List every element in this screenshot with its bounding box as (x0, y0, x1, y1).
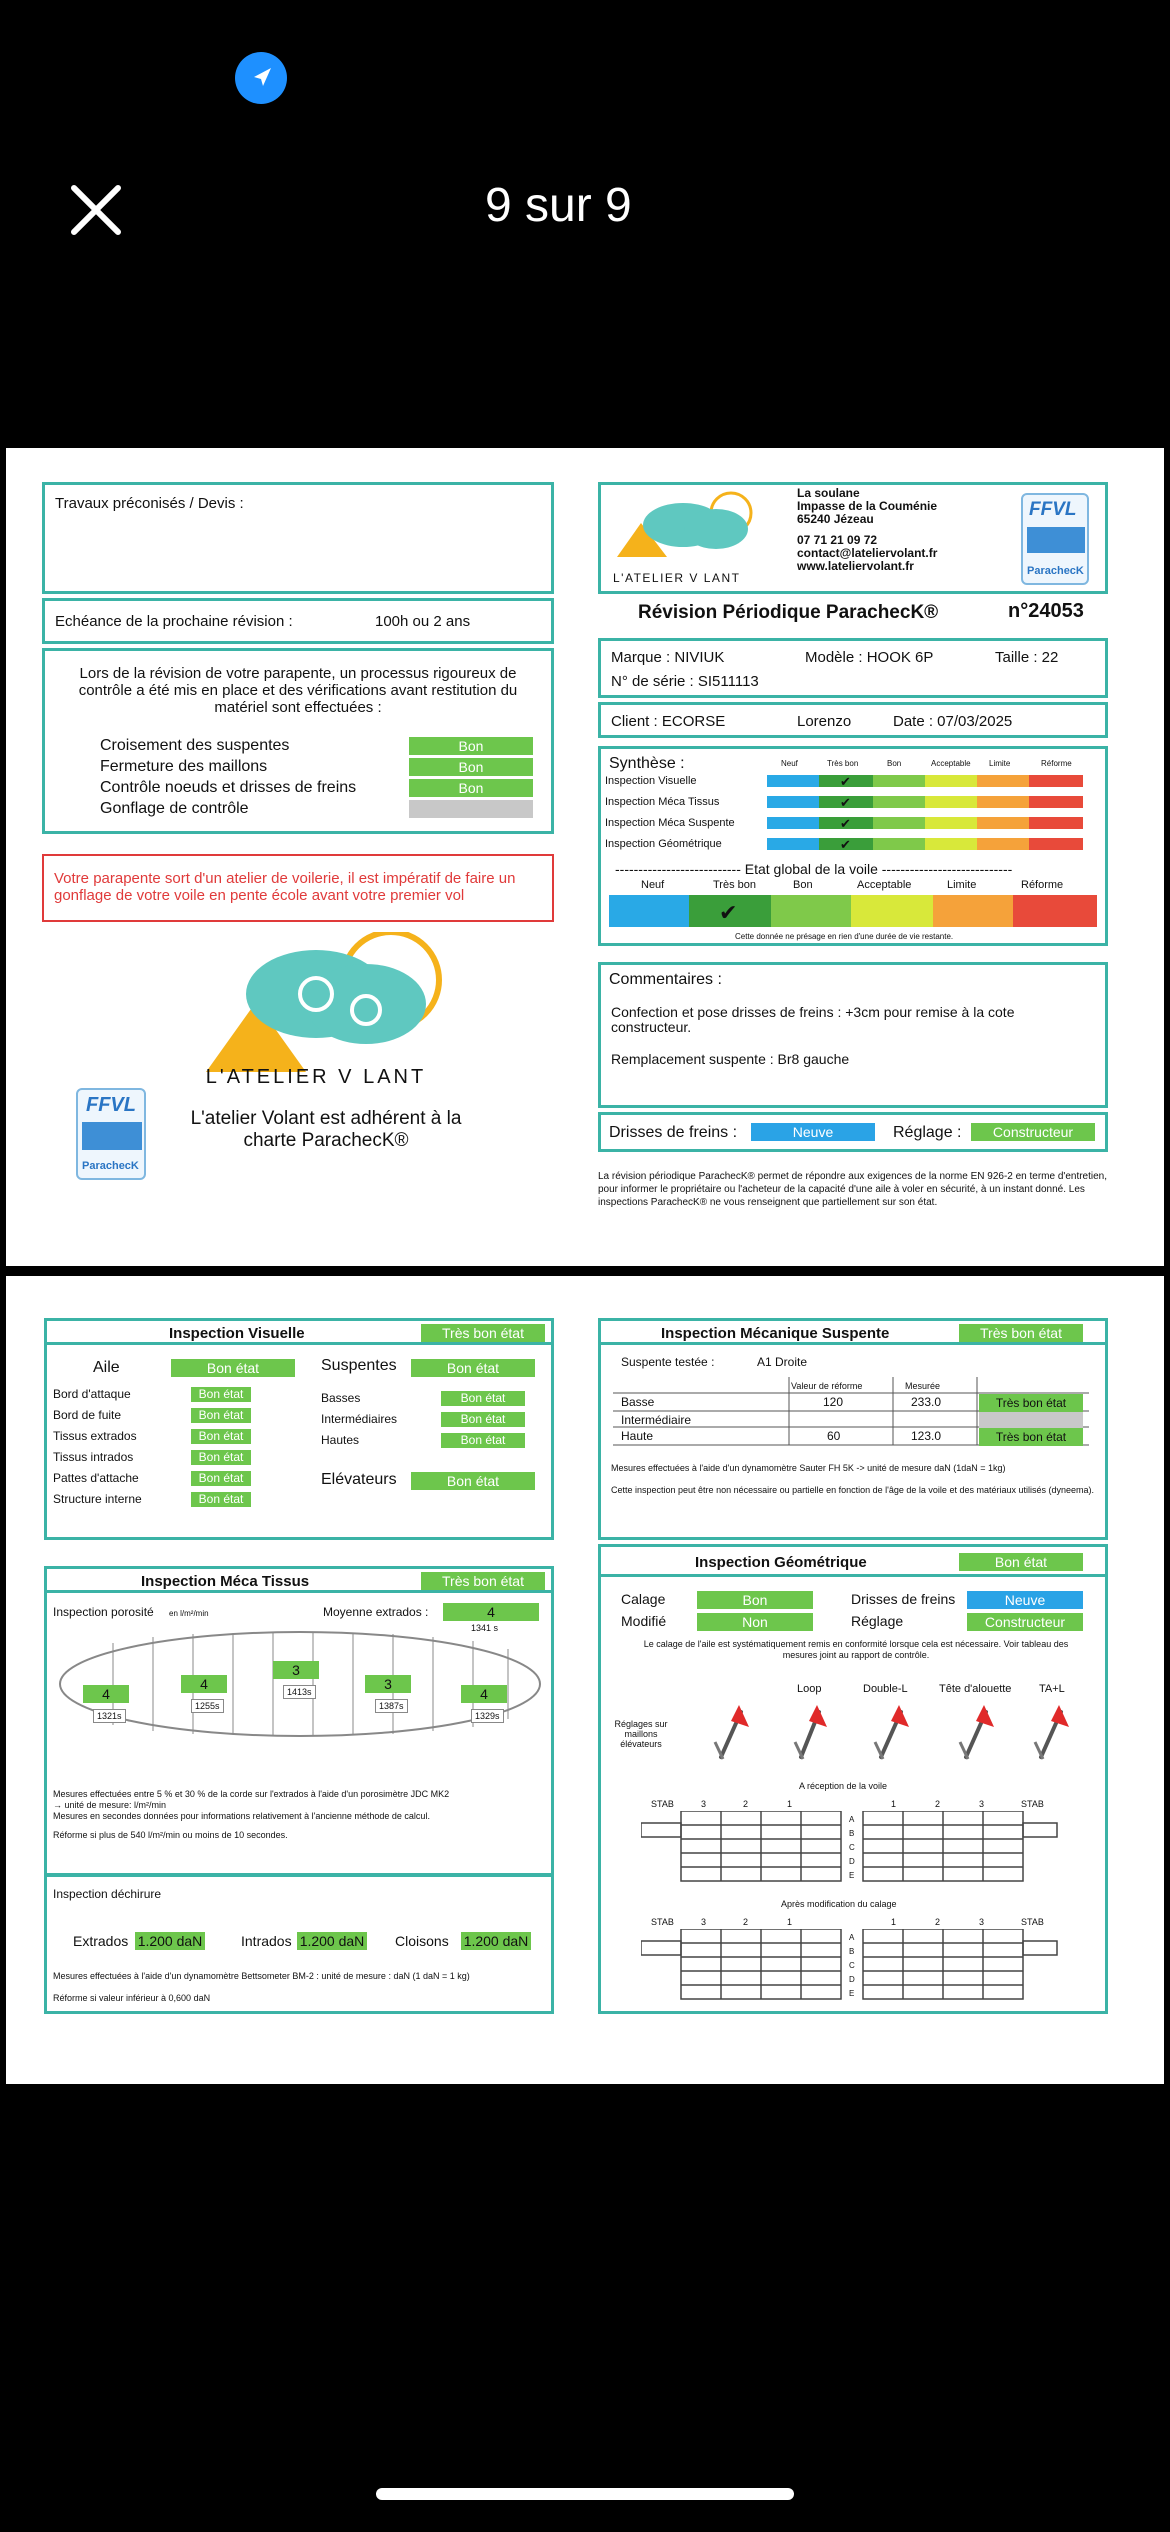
grid-head: 2 (935, 1799, 941, 1809)
ims-row-ref: 60 (827, 1429, 841, 1443)
svg-text:✔: ✔ (840, 837, 851, 852)
header-logo (611, 491, 771, 561)
address-line: 65240 Jézeau (797, 512, 874, 526)
synth-row-label: Inspection Méca Suspente (605, 817, 735, 829)
ffvl-text: FFVL (86, 1094, 136, 1116)
grid-row-label: D (849, 1857, 855, 1866)
comment-1: Confection et pose drisses de freins : +3cm pour remise à la cote constructeur. (611, 1004, 1015, 1035)
logo-text: L'ATELIER V LANT (205, 1066, 427, 1088)
iv-state: Très bon état (421, 1324, 545, 1342)
susp-item-label: Hautes (321, 1433, 360, 1447)
grid-row-label: D (849, 1975, 855, 1984)
svg-text:✔: ✔ (719, 900, 738, 925)
geometrique-box (598, 1544, 1108, 2014)
reglage-label: Réglage (851, 1613, 904, 1629)
close-button[interactable] (66, 180, 126, 240)
grid-head: STAB (651, 1917, 674, 1927)
grid-head: 1 (891, 1799, 897, 1809)
poro-value: 4 (461, 1685, 507, 1703)
imt-state: Très bon état (421, 1572, 545, 1590)
process-box (42, 648, 554, 834)
reglages-label: Réglages sur maillons élévateurs (614, 1719, 668, 1749)
elevateurs-label: Elévateurs (321, 1471, 397, 1488)
address-line: contact@lateliervolant.fr (797, 546, 938, 560)
grid-head: 2 (743, 1799, 749, 1809)
adherent-text: L'atelier Volant est adhérent à la charte ParachecK® (190, 1108, 462, 1151)
close-icon (66, 180, 126, 240)
marque: Marque : NIVIUK (611, 649, 725, 666)
travaux-label: Travaux préconisés / Devis : (55, 495, 244, 512)
ims-state: Très bon état (959, 1324, 1083, 1342)
grid-head: 3 (979, 1917, 985, 1927)
drisses-box (598, 1112, 1108, 1152)
check-label: Fermeture des maillons (100, 758, 268, 775)
knot-label: TA+L (1039, 1683, 1065, 1695)
moyenne-label: Moyenne extrados : (323, 1605, 429, 1619)
doc-title: Révision Périodique ParachecK® (638, 602, 939, 623)
aile-item-value: Bon état (191, 1471, 251, 1486)
etat-note: Cette donnée ne présage en rien d'une durée de vie restante. (735, 932, 954, 941)
moyenne-seconds: 1341 s (471, 1623, 499, 1633)
check-value: Bon (409, 737, 533, 755)
imt-title: Inspection Méca Tissus (141, 1573, 310, 1590)
grid-row-label: A (849, 1815, 855, 1824)
location-arrow-icon (235, 52, 287, 104)
aile-item-label: Tissus extrados (53, 1429, 137, 1443)
check-value: Bon (409, 758, 533, 776)
calage-label: Calage (621, 1591, 666, 1607)
reglage-value: Constructeur (971, 1123, 1095, 1141)
address-line: www.lateliervolant.fr (797, 559, 914, 573)
etat-col: Réforme (1021, 879, 1064, 891)
grid-head: 1 (787, 1917, 793, 1927)
ims-header: Mesurée (905, 1381, 941, 1391)
dech-value: 1.200 daN (135, 1932, 205, 1950)
check-value-empty (409, 800, 533, 818)
parachek-text: ParachecK (82, 1160, 139, 1172)
synth-col: Neuf (781, 759, 798, 768)
inspection-visuelle-box (44, 1318, 554, 1540)
ffvl-logo (76, 1088, 146, 1180)
synth-row-label: Inspection Géométrique (605, 838, 722, 850)
marque-box (598, 638, 1108, 698)
poro-seconds: 1321s (93, 1709, 126, 1723)
dechirure-label: Inspection déchirure (53, 1887, 162, 1901)
synthese-scale (767, 775, 1083, 855)
dech-label: Cloisons (395, 1933, 449, 1949)
synthese-box (598, 746, 1108, 946)
drisses-value: Neuve (751, 1123, 875, 1141)
drisses-value: Neuve (967, 1591, 1083, 1609)
aile-item-value: Bon état (191, 1450, 251, 1465)
poro-note (53, 1822, 449, 1830)
aile-item-label: Tissus intrados (53, 1450, 134, 1464)
synth-col: Très bon (827, 759, 859, 768)
synth-row-label: Inspection Visuelle (605, 775, 697, 787)
synth-col: Limite (989, 759, 1011, 768)
dech-note-2: Réforme si valeur inférieur à 0,600 daN (53, 1993, 211, 2003)
dech-value: 1.200 daN (461, 1932, 531, 1950)
meca-tissus-box (44, 1566, 554, 1876)
page-counter: 9 sur 9 (485, 179, 632, 232)
aile-item-label: Bord de fuite (53, 1408, 122, 1422)
poro-note: Mesures effectuées entre 5 % et 30 % de la corde sur l'extrados à l'aide d'un porosimètre JDC MK2 (53, 1789, 450, 1799)
grid-head: 1 (891, 1917, 897, 1927)
porosite-unit: en l/m²/min (169, 1609, 209, 1618)
ims-header: Valeur de réforme (791, 1381, 863, 1391)
echeance-box (42, 598, 554, 644)
taille: Taille : 22 (995, 649, 1059, 666)
grid-row-label: A (849, 1933, 855, 1942)
ig-state: Bon état (959, 1553, 1083, 1571)
synth-col: Réforme (1041, 759, 1072, 768)
synthese-label: Synthèse : (609, 755, 685, 772)
grid-head: STAB (1021, 1799, 1044, 1809)
commentaires-label: Commentaires : (609, 971, 722, 988)
ims-row-measured: 233.0 (911, 1395, 942, 1409)
grid-head: 3 (701, 1917, 707, 1927)
etat-col: Bon (793, 879, 813, 891)
aile-item-label: Structure interne (53, 1492, 142, 1506)
grid-head: 3 (979, 1799, 985, 1809)
ims-row-state: Très bon état (979, 1394, 1083, 1412)
elev-state: Bon état (411, 1472, 535, 1490)
grid-head: 2 (743, 1917, 749, 1927)
grid-head: 3 (701, 1799, 707, 1809)
svg-text:✔: ✔ (840, 775, 851, 789)
ims-row-state-empty (979, 1412, 1083, 1428)
footer-note: La révision périodique ParachecK® permet de répondre aux exigences de la norme EN 926-2 en terme d'entretien, pour informer le propriétaire ou l'acheteur de la capacité d'une aile à voler en sécurité, à un instant donné. Les inspections ParachecK® ne vous renseignent que partiellement sur son état. (598, 1171, 1108, 1208)
grid-row-label: B (849, 1947, 855, 1956)
echeance-value: 100h ou 2 ans (375, 613, 471, 630)
grid-row-label: B (849, 1829, 855, 1838)
etat-global-label: --------------------------- Etat global de la voile ---------------------------- (615, 861, 1013, 877)
check-label: Contrôle noeuds et drisses de freins (100, 779, 357, 796)
synth-row-label: Inspection Méca Tissus (605, 796, 720, 808)
echeance-label: Echéance de la prochaine révision : (55, 613, 293, 630)
svg-text:✔: ✔ (840, 795, 851, 810)
knot-label: Loop (797, 1683, 822, 1695)
client-first: Lorenzo (797, 713, 852, 730)
etat-col: Neuf (641, 879, 665, 891)
ims-row-label: Basse (621, 1395, 655, 1409)
suspente-testee: Suspente testée : (621, 1355, 715, 1369)
poro-note: → unité de mesure: l/m²/min (53, 1800, 167, 1810)
grid-head: 1 (787, 1799, 793, 1809)
reception-label: A réception de la voile (799, 1781, 888, 1791)
susp-state: Bon état (411, 1359, 535, 1377)
atelier-volant-logo (196, 932, 456, 1082)
etat-col: Limite (947, 879, 977, 891)
meca-suspente-box (598, 1318, 1108, 1540)
grid-row-label: E (849, 1989, 855, 1998)
ims-row-label: Intermédiaire (621, 1413, 692, 1427)
poro-seconds: 1329s (471, 1709, 504, 1723)
poro-value: 4 (181, 1675, 227, 1693)
poro-notes (53, 1789, 449, 1841)
poro-note: Mesures en secondes données pour informations relativement à l'ancienne méthode de calcul. (53, 1811, 430, 1821)
aile-item-label: Pattes d'attache (53, 1471, 139, 1485)
document-page-2 (6, 1276, 1164, 2084)
poro-value: 3 (365, 1675, 411, 1693)
iv-title: Inspection Visuelle (169, 1325, 305, 1342)
grid-row-label: E (849, 1871, 855, 1880)
serie: N° de série : SI511113 (611, 673, 759, 690)
document-page-1 (6, 448, 1164, 1266)
aile-label: Aile (93, 1359, 120, 1376)
drisses-label: Drisses de freins : (609, 1124, 738, 1141)
address-block (797, 487, 937, 573)
check-value: Bon (409, 779, 533, 797)
grid-row-label: C (849, 1961, 855, 1970)
ig-title: Inspection Géométrique (695, 1554, 867, 1571)
aile-item-value: Bon état (191, 1408, 251, 1423)
ims-note-2: Cette inspection peut être non nécessaire ou partielle en fonction de l'âge de la voile et des matériaux utilisés (dyneema). (611, 1485, 1095, 1495)
susp-item-value: Bon état (441, 1391, 525, 1406)
dech-value: 1.200 daN (297, 1932, 367, 1950)
susp-item-label: Intermédiaires (321, 1412, 398, 1426)
ims-row-ref: 120 (823, 1395, 844, 1409)
ims-title: Inspection Mécanique Suspente (661, 1325, 890, 1342)
comment-2: Remplacement suspente : Br8 gauche (611, 1051, 850, 1067)
address-line: Impasse de la Couménie (797, 499, 938, 513)
dech-label: Intrados (241, 1933, 292, 1949)
suspentes-label: Suspentes (321, 1357, 397, 1374)
client: Client : ECORSE (611, 713, 726, 730)
dechirure-box (44, 1874, 554, 2014)
check-label: Gonflage de contrôle (100, 800, 249, 817)
poro-value: 3 (273, 1661, 319, 1679)
ffvl-logo-small (1021, 493, 1089, 585)
travaux-box (42, 482, 554, 594)
process-text: Lors de la révision de votre parapente, un processus rigoureux de contrôle a été mis en place et des vérifications avant restitution du matériel sont effectuées : (78, 665, 518, 716)
etat-global-scale (609, 895, 1097, 929)
ims-row-measured: 123.0 (911, 1429, 942, 1443)
poro-value: 4 (83, 1685, 129, 1703)
grid-head: 2 (935, 1917, 941, 1927)
ig-note: Le calage de l'aile est systématiquement remis en conformité lorsque cela est nécessaire. Voir tableau des mesures joint au rapport de contrôle. (643, 1639, 1069, 1660)
reglage-value: Constructeur (967, 1613, 1083, 1631)
doc-number: n°24053 (1008, 600, 1084, 622)
parachek-text: ParachecK (1027, 565, 1084, 577)
grid-rows (849, 1931, 855, 2001)
knot-illustrations (701, 1697, 1101, 1767)
warning-text: Votre parapente sort d'un atelier de voilerie, il est impératif de faire un gonflage de votre voile en pente école avant votre premier vol (54, 870, 516, 904)
modele: Modèle : HOOK 6P (805, 649, 934, 666)
knot-label: Tête d'alouette (939, 1683, 1012, 1695)
date: Date : 07/03/2025 (893, 713, 1013, 730)
address-line: 07 71 21 09 72 (797, 533, 878, 547)
ims-row-label: Haute (621, 1429, 654, 1443)
apres-label: Après modification du calage (781, 1899, 897, 1909)
header-box (598, 482, 1108, 594)
reglage-label: Réglage : (893, 1124, 962, 1141)
aile-state: Bon état (171, 1359, 295, 1377)
etat-col: Très bon (713, 879, 757, 891)
aile-item-value: Bon état (191, 1387, 251, 1402)
poro-seconds: 1413s (283, 1685, 316, 1699)
dech-note-1: Mesures effectuées à l'aide d'un dynamomètre Bettsometer BM-2 : unité de mesure : daN (1 daN = 1 kg) (53, 1971, 470, 1981)
susp-item-label: Basses (321, 1391, 361, 1405)
etat-col: Acceptable (857, 879, 912, 891)
dech-label: Extrados (73, 1933, 129, 1949)
aile-item-label: Bord d'attaque (53, 1387, 131, 1401)
synth-col: Bon (887, 759, 902, 768)
home-indicator[interactable] (376, 2488, 794, 2500)
synth-col: Acceptable (931, 759, 971, 768)
client-box (598, 702, 1108, 738)
header-logo-text: L'ATELIER V LANT (613, 571, 741, 585)
grid-head: STAB (1021, 1917, 1044, 1927)
knot-label: Double-L (863, 1683, 908, 1695)
warning-box (42, 854, 554, 922)
address-line: La soulane (797, 486, 860, 500)
poro-note: Réforme si plus de 540 l/m²/min ou moins de 10 secondes. (53, 1830, 288, 1840)
ffvl-text: FFVL (1029, 499, 1077, 520)
susp-item-value: Bon état (441, 1433, 525, 1448)
poro-seconds: 1255s (191, 1699, 224, 1713)
grid-rows (849, 1813, 855, 1883)
commentaires-box (598, 962, 1108, 1108)
ims-row-state: Très bon état (979, 1428, 1083, 1446)
aile-item-value: Bon état (191, 1492, 251, 1507)
modifie-label: Modifié (621, 1613, 667, 1629)
susp-item-value: Bon état (441, 1412, 525, 1427)
modifie-value: Non (697, 1613, 813, 1631)
drisses-label: Drisses de freins (851, 1591, 956, 1607)
grid-head: STAB (651, 1799, 674, 1809)
grid-row-label: C (849, 1843, 855, 1852)
svg-text:✔: ✔ (840, 816, 851, 831)
poro-seconds: 1387s (375, 1699, 408, 1713)
check-label: Croisement des suspentes (100, 737, 290, 754)
porosite-label: Inspection porosité (53, 1605, 154, 1619)
calage-value: Bon (697, 1591, 813, 1609)
aile-item-value: Bon état (191, 1429, 251, 1444)
ims-note-1: Mesures effectuées à l'aide d'un dynamomètre Sauter FH 5K -> unité de mesure daN (1daN = 1kg) (611, 1463, 1006, 1473)
moyenne-value: 4 (443, 1603, 539, 1621)
suspente-name: A1 Droite (757, 1355, 808, 1369)
